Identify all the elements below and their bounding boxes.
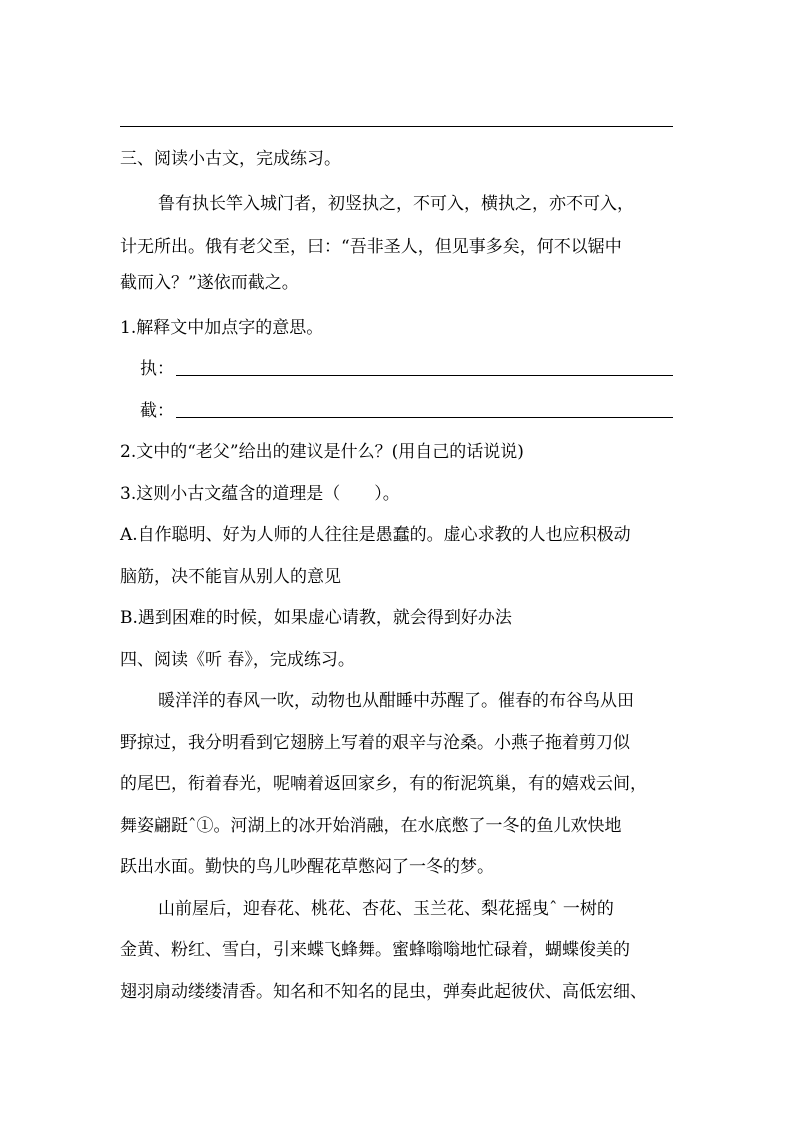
- passage-line: 计无所出。俄有老父至，曰：“吾非圣人，但见事多矣，何不以锯中: [120, 237, 622, 257]
- question-1: 1.解释文中加点字的意思。: [120, 318, 324, 338]
- answer-label-jie: 截：: [140, 401, 174, 421]
- passage-line: 野掠过，我分明看到它翅膀上写着的艰辛与沧桑。小燕子拖着剪刀似: [120, 733, 630, 753]
- passage-line: 跃出水面。勤快的鸟儿吵醒花草憋闷了一冬的梦。: [120, 857, 494, 877]
- passage-line: 暖洋洋的春风一吹，动物也从酣睡中苏醒了。催春的布谷鸟从田: [158, 691, 634, 711]
- answer-blank[interactable]: [176, 417, 673, 418]
- question-3: 3.这则小古文蕴含的道理是（ ）。: [120, 484, 400, 504]
- header-rule: [120, 126, 673, 127]
- passage-line: 翅羽扇动缕缕清香。知名和不知名的昆虫，弹奏此起彼伏、高低宏细、: [120, 982, 647, 1002]
- question-2: 2.文中的“老父”给出的建议是什么？(用自己的话说说): [120, 442, 524, 462]
- passage-line: 的尾巴，衔着春光，呢喃着返回家乡，有的衔泥筑巢，有的嬉戏云间，: [120, 774, 647, 794]
- answer-blank[interactable]: [176, 375, 673, 376]
- passage-line: 舞姿翩跹ˆ①。河湖上的冰开始消融，在水底憋了一冬的鱼儿欢快地: [120, 816, 622, 836]
- option-b: B.遇到困难的时候，如果虚心请教，就会得到好办法: [120, 608, 512, 628]
- answer-label-zhi: 执：: [140, 359, 174, 379]
- option-a: A.自作聪明、好为人师的人往往是愚蠢的。虚心求教的人也应积极动: [120, 525, 631, 545]
- section-four-heading: 四、阅读《听 春》，完成练习。: [120, 650, 355, 670]
- option-a-cont: 脑筋，决不能盲从别人的意见: [120, 567, 341, 587]
- section-three-heading: 三、阅读小古文，完成练习。: [120, 149, 341, 169]
- passage-line: 金黄、粉红、雪白，引来蝶飞蜂舞。蜜蜂嗡嗡地忙碌着，蝴蝶俊美的: [120, 940, 630, 960]
- passage-line: 山前屋后，迎春花、桃花、杏花、玉兰花、梨花摇曳ˆ 一树的: [158, 899, 614, 919]
- passage-line: 鲁有执长竿入城门者，初竖执之，不可入，横执之，亦不可入，: [158, 194, 634, 214]
- passage-line: 截而入？”遂依而截之。: [120, 273, 299, 293]
